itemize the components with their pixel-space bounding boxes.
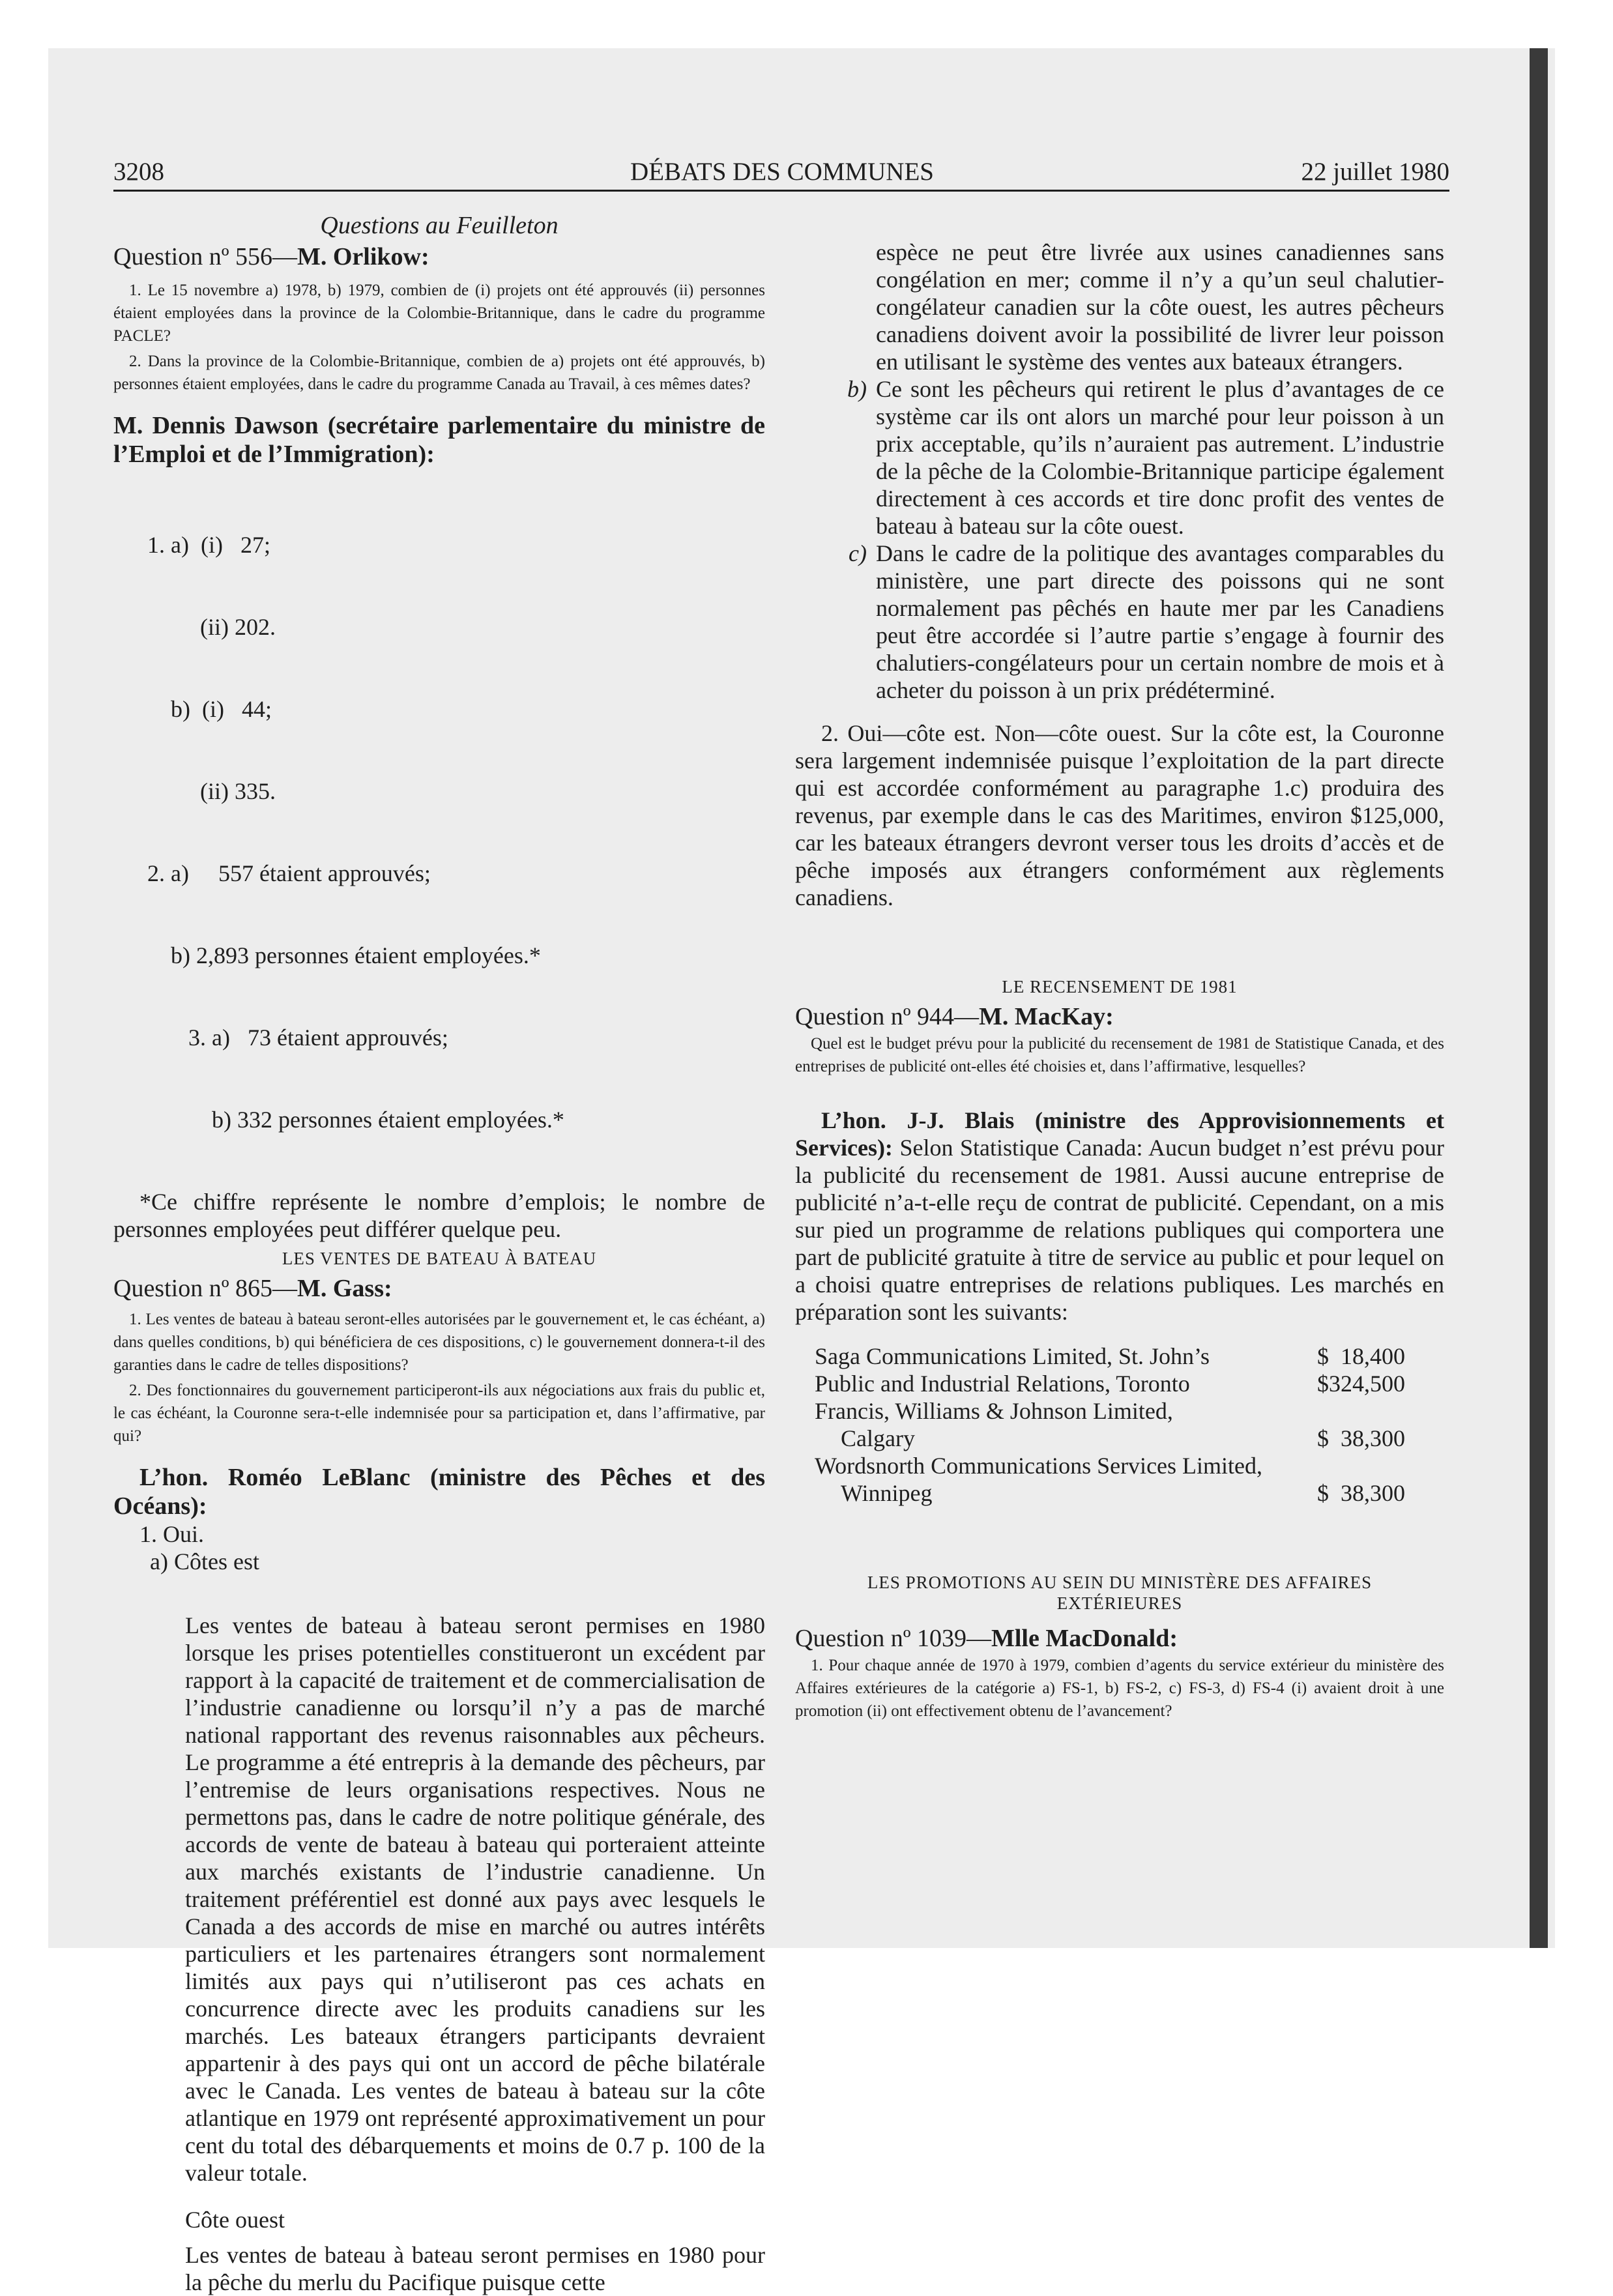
answer-line: 3. a) 73 étaient approuvés;: [147, 1024, 448, 1051]
contract-row: [815, 1397, 1405, 1425]
paragraph-text: espèce ne peut être livrée aux usines canadiennes sans congélation en mer; comme il n’y a qu’un seul chalutier-congélateur canadien sur la côte ouest, les autres pêcheurs canadiens doivent avoir la possibilité de livrer leur poisson en utilisant le système des ventes aux bateaux étrangers.: [876, 239, 1444, 375]
item-marker: b): [847, 376, 867, 402]
question-label: Question nº 1039—: [795, 1625, 991, 1652]
header-rule: [113, 190, 1449, 192]
question-865-part-1: 1. Les ventes de bateau à bateau seront-elles autorisées par le gouvernement et, le cas échéant, a) dans quelles conditions, b) qui bénéficiera de ces dispositions, c) le gouvernement donnera-t-il des garanties dans le cadre de telles dispositions?: [113, 1311, 765, 1374]
question-944-heading: [795, 1001, 1444, 1032]
dawson-heading: M. Dennis Dawson (secrétaire parlementaire du ministre de l’Emploi et de l’Immigration):: [113, 412, 765, 468]
right-column: [795, 239, 1444, 1725]
answer-line: (ii) 202.: [147, 614, 276, 640]
leblanc-answer-1: 1. Oui.: [139, 1521, 204, 1547]
continued-paragraph: [795, 239, 1444, 375]
question-556-heading: [113, 241, 765, 272]
question-865-heading: [113, 1273, 765, 1304]
question-label: Question nº 944—: [795, 1003, 979, 1030]
question-label: Question nº 556—: [113, 243, 297, 270]
paragraph-text: Dans le cadre de la politique des avantages comparables du ministère, une part directe des poissons qui ne sont normalement pas pêchés en haute mer par les Canadiens peut être accordée si l’autre partie s’engage à fournir des chalutiers-congélateurs pour un certain nombre de mois et à acheter du poisson à un prix prédéterminé.: [876, 540, 1444, 703]
question-label: Question nº 865—: [113, 1275, 297, 1302]
page-date: 22 juillet 1980: [1301, 158, 1449, 186]
question-556-part-1: 1. Le 15 novembre a) 1978, b) 1979, combien de (i) projets ont été approuvés (ii) personnes étaient employées dans la province de la Colombie-Britannique, dans le cadre du programme PACLE?: [113, 282, 765, 345]
scan-spine-edge: [1530, 48, 1548, 1948]
blais-heading: L’hon. J-J. Blais (ministre des Approvisionnements et Services):: [795, 1107, 1444, 1161]
question-1039-text: 1. Pour chaque année de 1970 à 1979, combien d’agents du service extérieur du ministère des Affaires extérieures de la catégorie a) FS-1, b) FS-2, c) FS-3, d) FS-4 (i) avaient droit à une promotion (ii) ont effectivement obtenu de l’avancement?: [795, 1657, 1444, 1720]
east-coast-paragraph: Les ventes de bateau à bateau seront permises en 1980 lorsque les prises potentielles constitueront un excédent par rapport à la capacité de traitement et de commercialisation de l’industrie canadienne ou lorsqu’il n’y a pas de marché national rapportant des revenus raisonnables aux pêcheurs. Le programme a été entrepris à la demande des pêcheurs, par l’entremise de leurs organisations respectives. Nous ne permettons pas, dans le cadre de notre politique générale, des accords de vente de bateau à bateau qui porteraient atteinte aux marchés existants de l’industrie canadienne. Un traitement préférentiel est donné aux pays avec lesquels le Canada a des accords de mise en marché ou autres intérêts particuliers et les partenaires étrangers sont normalement limités aux pays qui n’utiliseront pas ces achats en concurrence directe avec les produits canadiens sur les marchés. Les bateaux étrangers participants devraient appartenir à des pays qui ont un accord de pêche bilatérale avec le Canada. Les ventes de bateau à bateau sur la côte atlantique en 1979 ont représenté approximativement un pour cent du total des débarquements et moins de 0.7 p. 100 de la valeur totale.: [185, 1612, 765, 2186]
contract-amount: $ 18,400: [1317, 1343, 1405, 1369]
answer-line: b) (i) 44;: [147, 696, 272, 722]
west-coast-heading: Côte ouest: [185, 2207, 285, 2233]
question-asker: M. Gass:: [297, 1275, 392, 1302]
contract-city: Winnipeg: [841, 1480, 933, 1506]
paragraph-c: [795, 540, 1444, 704]
caption-ventes-bateau: LES VENTES DE BATEAU À BATEAU: [282, 1249, 597, 1268]
contract-city: Calgary: [841, 1425, 915, 1451]
contracts-list: [795, 1343, 1444, 1507]
paragraph-b: [795, 375, 1444, 540]
question-asker: M. Orlikow:: [297, 243, 429, 270]
answer-line: (ii) 335.: [147, 778, 276, 804]
left-column: [113, 210, 765, 2296]
question-1039-heading: [795, 1623, 1444, 1654]
contract-row: [815, 1370, 1405, 1397]
contract-row: [815, 1452, 1405, 1479]
page-title: DÉBATS DES COMMUNES: [630, 158, 934, 186]
caption-promotions: LES PROMOTIONS AU SEIN DU MINISTÈRE DES AFFAIRES EXTÉRIEURES: [867, 1573, 1373, 1613]
question-asker: M. MacKay:: [979, 1003, 1114, 1030]
answer-line: 2. a) 557 étaient approuvés;: [147, 860, 431, 886]
answer-line: 1. a) (i) 27;: [147, 532, 270, 558]
page-number: 3208: [113, 158, 164, 186]
contract-row: [815, 1343, 1405, 1370]
question-556-part-2: 2. Dans la province de la Colombie-Britannique, combien de a) projets ont été approuvés, b) personnes étaient employées, dans le cadre du programme Canada au Travail, à ces mêmes dates?: [113, 353, 765, 393]
west-coast-paragraph: Les ventes de bateau à bateau seront permises en 1980 pour la pêche du merlu du Pacifique puisque cette: [185, 2242, 765, 2295]
answer-line: b) 2,893 personnes étaient employées.*: [147, 942, 541, 968]
item-marker: c): [849, 540, 867, 566]
leblanc-answer-a: a) Côtes est: [150, 1548, 259, 1575]
contract-name: Public and Industrial Relations, Toronto: [815, 1371, 1190, 1397]
blais-text: Selon Statistique Canada: Aucun budget n’est prévu pour la publicité du recensement de 1981. Aussi aucune entreprise de publicité n’a-t-elle reçu de contrat de publicité. Cependant, on a mis sur pied un programme de relations publiques qui comportera une part de publicité gratuite à titre de service au public et pour lequel on a choisi quatre entreprises de relations publiques. Les marchés en préparation sont les suivants:: [795, 1135, 1444, 1325]
blais-answer: [795, 1107, 1444, 1326]
dawson-answers: [113, 476, 765, 1188]
contract-name: Francis, Williams & Johnson Limited,: [815, 1398, 1173, 1424]
contract-name: Saga Communications Limited, St. John’s: [815, 1343, 1210, 1369]
question-865-part-2: 2. Des fonctionnaires du gouvernement participeront-ils aux négociations aux frais du public et, le cas échéant, la Couronne sera-t-elle indemnisée pour sa participation et, dans l’affirmative, par qui?: [113, 1382, 765, 1445]
section-title: Questions au Feuilleton: [320, 212, 559, 239]
question-944-text: Quel est le budget prévu pour la publicité du recensement de 1981 de Statistique Canada, et des entreprises de publicité ont-elles été choisies et, dans l’affirmative, lesquelles?: [795, 1035, 1444, 1075]
contract-row-continued: [815, 1425, 1405, 1452]
leblanc-heading: L’hon. Roméo LeBlanc (ministre des Pêches et des Océans):: [113, 1464, 765, 1520]
contract-amount: $324,500: [1317, 1371, 1405, 1397]
contract-amount: $ 38,300: [1317, 1425, 1405, 1451]
question-asker: Mlle MacDonald:: [991, 1625, 1178, 1652]
paragraph-text: Ce sont les pêcheurs qui retirent le plus d’avantages de ce système car ils ont alors un marché pour leur poisson à un prix acceptable, qu’ils n’auraient pas autrement. L’industrie de la pêche de la Colombie-Britannique participe également directement à ces accords et tire donc profit des ventes de bateau à bateau sur la côte ouest.: [876, 376, 1444, 539]
dawson-footnote: *Ce chiffre représente le nombre d’emplois; le nombre de personnes employées peut différer quelque peu.: [113, 1189, 765, 1242]
contract-amount: $ 38,300: [1317, 1480, 1405, 1506]
caption-recensement: LE RECENSEMENT DE 1981: [1002, 977, 1238, 996]
contract-row-continued: [815, 1479, 1405, 1507]
answer-2-paragraph: 2. Oui—côte est. Non—côte ouest. Sur la côte est, la Couronne sera largement indemnisée puisque l’exploitation de la part directe qui est accordée conformément au paragraphe 1.c) produira des revenus, par exemple dans le cas des Maritimes, environ $125,000, car les bateaux étrangers devront verser tous les droits d’accès et de pêche imposés aux étrangers conformément aux règlements canadiens.: [795, 720, 1444, 910]
answer-line: b) 332 personnes étaient employées.*: [147, 1107, 564, 1133]
contract-name: Wordsnorth Communications Services Limited,: [815, 1453, 1263, 1479]
